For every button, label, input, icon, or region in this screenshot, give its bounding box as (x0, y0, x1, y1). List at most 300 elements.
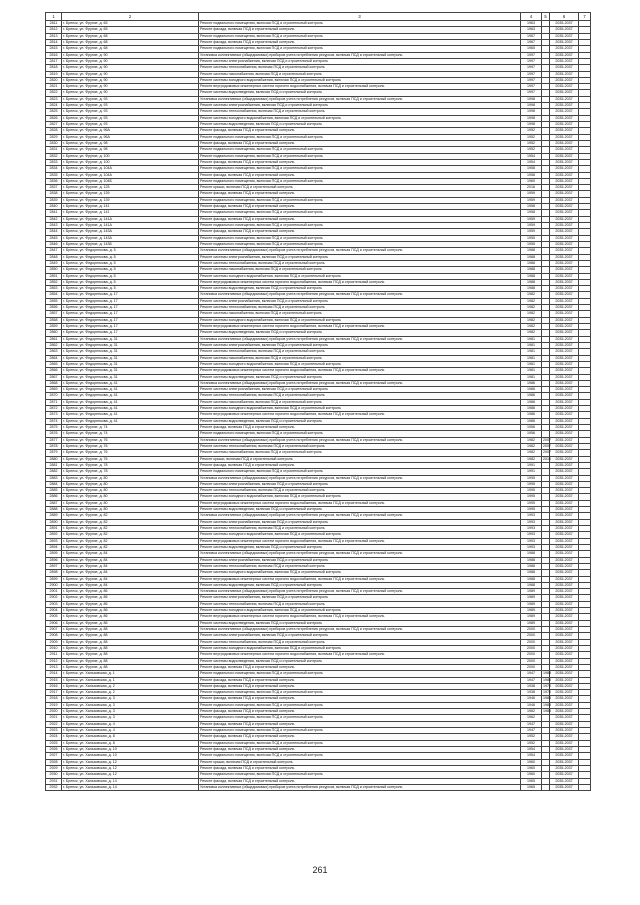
row-number-cell: 2909 (46, 639, 62, 645)
planned-period-cell: 2035-2037 (550, 513, 579, 519)
row-number-cell: 2818 (46, 65, 62, 71)
build-year-cell: 1997 (521, 90, 542, 96)
work-type-cell: Ремонт внутридомовых инженерных систем горячего водоснабжения, включая ПСД и строительный контроль (199, 538, 521, 544)
planned-period-cell: 2035-2037 (550, 772, 579, 778)
address-cell: г. Бренск, ул. Фрунзе, д. 90 (62, 77, 199, 83)
row-number-cell: 2860 (46, 330, 62, 336)
work-type-cell: Ремонт подвального помещения, включая ПСД и строительный контроль (199, 153, 521, 159)
row-number-cell: 2852 (46, 279, 62, 285)
row-number-cell: 2921 (46, 715, 62, 721)
address-cell: г. Бренск, ул. Хальзовская, д. 4 (62, 728, 199, 734)
row-number-cell: 2899 (46, 576, 62, 582)
row-number-cell: 2877 (46, 437, 62, 443)
row-number-cell: 2825 (46, 109, 62, 115)
planned-period-cell: 2035-2037 (550, 690, 579, 696)
build-year-cell: 1982 (521, 292, 542, 298)
build-year-cell: 1989 (521, 601, 542, 607)
build-year-cell: 1982 (521, 437, 542, 443)
address-cell: г. Бренск, ул. Фрунзе, д. 98 (62, 140, 199, 146)
build-year-cell: 1995 (521, 475, 542, 481)
address-cell: г. Бренск, ул. Хальзовская, д. 2 (62, 683, 199, 689)
address-cell: г. Бренск, ул. Фрунзе, д. 90 (62, 65, 199, 71)
build-year-cell: 1963 (521, 21, 542, 27)
col-header-6: 6 (550, 13, 579, 21)
work-type-cell: Ремонт системы электроснабжения, включая ПСД и строительный контроль (199, 58, 521, 64)
build-year-cell: 1955 (521, 235, 542, 241)
work-type-cell: Ремонт системы теплоснабжения, включая ПСД и строительный контроль (199, 488, 521, 494)
build-year-cell: 1993 (521, 532, 542, 538)
build-year-cell: 1986 (521, 393, 542, 399)
build-year-cell: 1981 (521, 361, 542, 367)
row-number-cell: 2887 (46, 500, 62, 506)
build-year-cell: 1993 (521, 519, 542, 525)
build-year-cell: 1958 (521, 204, 542, 210)
work-type-cell: Ремонт системы электроснабжения, включая ПСД и строительный контроль (199, 298, 521, 304)
planned-period-cell: 2035-2037 (550, 645, 579, 651)
work-type-cell: Установка коллективных (общедомовых) приборов учета потребления ресурсов, включая ПСД и строительный контроль (199, 248, 521, 254)
build-year-cell: 1988 (521, 557, 542, 563)
repair-year-cell: 1970 (543, 683, 551, 688)
work-type-cell: Ремонт фасада, включая ПСД и строительный контроль (199, 696, 521, 702)
work-type-cell: Установка коллективных (общедомовых) приборов учета потребления ресурсов, включая ПСД и строительный контроль (199, 292, 521, 298)
work-type-cell: Ремонт фасада, включая ПСД и строительный контроль (199, 216, 521, 222)
row-number-cell: 2890 (46, 519, 62, 525)
work-type-cell: Ремонт системы водоотведения, включая ПСД и строительный контроль (199, 620, 521, 626)
planned-period-cell: 2035-2037 (550, 324, 579, 330)
note-cell (579, 784, 591, 790)
planned-period-cell: 2035-2037 (550, 191, 579, 197)
planned-period-cell: 2035-2037 (550, 342, 579, 348)
address-cell: г. Бренск, ул. Хальзовская, д. 10 (62, 746, 199, 752)
planned-period-cell: 2035-2037 (550, 267, 579, 273)
build-year-cell: 1959 (521, 197, 542, 203)
work-type-cell: Ремонт фасада, включая ПСД и строительный контроль (199, 204, 521, 210)
row-number-cell: 2883 (46, 475, 62, 481)
build-year-cell: 1938 (521, 690, 542, 696)
row-number-cell: 2863 (46, 349, 62, 355)
build-year-cell: 1947 (521, 721, 542, 727)
build-year-cell: 1988 (521, 576, 542, 582)
build-year-cell: 1967 (521, 33, 542, 39)
work-type-cell: Ремонт подвального помещения, включая ПСД и строительный контроль (199, 690, 521, 696)
work-type-cell: Установка коллективных (общедомовых) приборов учета потребления ресурсов, включая ПСД и строительный контроль (199, 52, 521, 58)
address-cell: г. Бренск, ул. Фрунзе, д. 74 (62, 431, 199, 437)
planned-period-cell: 2035-2037 (550, 292, 579, 298)
address-cell: г. Бренск, ул. Фрунзе, д. 88 (62, 627, 199, 633)
build-year-cell: 1998 (521, 115, 542, 121)
address-cell: г. Бренск, ул. Фрунзе, д. 104А (62, 166, 199, 172)
work-type-cell: Ремонт системы электроснабжения, включая ПСД и строительный контроль (199, 254, 521, 260)
address-cell: г. Бренск, ул. Федоренкова, д. 41 (62, 393, 199, 399)
work-type-cell: Ремонт системы водоотведения, включая ПСД и строительный контроль (199, 330, 521, 336)
repair-year-cell: 2007 (543, 450, 551, 455)
address-cell: г. Бренск, ул. Фрунзе, д. 82 (62, 544, 199, 550)
row-number-cell: 2850 (46, 267, 62, 273)
planned-period-cell: 2035-2037 (550, 279, 579, 285)
planned-period-cell: 2035-2037 (550, 437, 579, 443)
build-year-cell: 1998 (521, 103, 542, 109)
col-header-1: 1 (46, 13, 62, 21)
address-cell: г. Бренск, ул. Фрунзе, д. 84 (62, 570, 199, 576)
address-cell: г. Бренск, ул. Фрунзе, д. 90 (62, 84, 199, 90)
work-type-cell: Ремонт системы газоснабжения, включая ПСД и строительный контроль (199, 450, 521, 456)
planned-period-cell: 2035-2037 (550, 450, 579, 456)
address-cell: г. Бренск, ул. Фрунзе, д. 93 (62, 122, 199, 128)
row-number-cell: 2896 (46, 557, 62, 563)
row-number-cell: 2895 (46, 551, 62, 557)
build-year-cell: 1988 (521, 260, 542, 266)
planned-period-cell: 2035-2037 (550, 728, 579, 734)
work-type-cell: Ремонт внутридомовых инженерных систем горячего водоснабжения, включая ПСД и строительный контроль (199, 500, 521, 506)
row-number-cell: 2870 (46, 393, 62, 399)
planned-period-cell: 2035-2037 (550, 595, 579, 601)
row-number-cell: 2824 (46, 103, 62, 109)
build-year-cell: 1986 (521, 406, 542, 412)
row-number-cell: 2900 (46, 582, 62, 588)
build-year-cell: 1982 (521, 450, 542, 456)
row-number-cell: 2888 (46, 507, 62, 513)
planned-period-cell: 2035-2037 (550, 677, 579, 683)
planned-period-cell: 2035-2037 (550, 551, 579, 557)
repair-year-cell: 1988 (543, 671, 551, 676)
work-type-cell: Ремонт внутридомовых инженерных систем горячего водоснабжения, включая ПСД и строительный контроль (199, 614, 521, 620)
work-type-cell: Ремонт подвального помещения, включая ПСД и строительный контроль (199, 21, 521, 27)
address-cell: г. Бренск, ул. Федоренкова, д. 17 (62, 298, 199, 304)
planned-period-cell: 2035-2037 (550, 248, 579, 254)
row-number-cell: 2872 (46, 406, 62, 412)
row-number-cell: 2822 (46, 90, 62, 96)
row-number-cell: 2851 (46, 273, 62, 279)
address-cell: г. Бренск, ул. Фрунзе, д. 90 (62, 58, 199, 64)
row-number-cell: 2836 (46, 178, 62, 184)
build-year-cell: 1982 (521, 311, 542, 317)
work-type-cell: Ремонт подвального помещения, включая ПСД и строительный контроль (199, 728, 521, 734)
work-type-cell: Ремонт системы водоотведения, включая ПСД и строительный контроль (199, 90, 521, 96)
work-type-cell: Ремонт системы холодного водоснабжения, включая ПСД и строительный контроль (199, 608, 521, 614)
address-cell: г. Бренск, ул. Фрунзе, д. 76 (62, 437, 199, 443)
build-year-cell: 1956 (521, 425, 542, 431)
row-number-cell: 2912 (46, 658, 62, 664)
row-number-cell: 2908 (46, 633, 62, 639)
build-year-cell: 1962 (521, 715, 542, 721)
work-type-cell: Ремонт крыши, включая ПСД и строительный контроль (199, 759, 521, 765)
address-cell: г. Бренск, ул. Фрунзе, д. 86 (62, 595, 199, 601)
planned-period-cell: 2035-2037 (550, 406, 579, 412)
row-number-cell: 2868 (46, 380, 62, 386)
work-type-cell: Ремонт фасада, включая ПСД и строительный контроль (199, 462, 521, 468)
planned-period-cell: 2035-2037 (550, 475, 579, 481)
work-type-cell: Ремонт системы холодного водоснабжения, включая ПСД и строительный контроль (199, 532, 521, 538)
planned-period-cell: 2035-2037 (550, 71, 579, 77)
work-type-cell: Ремонт внутридомовых инженерных систем горячего водоснабжения, включая ПСД и строительный контроль (199, 652, 521, 658)
work-type-cell: Ремонт фасада, включая ПСД и строительный контроль (199, 140, 521, 146)
address-cell: г. Бренск, ул. Федоренкова, д. 5 (62, 286, 199, 292)
planned-period-cell: 2035-2037 (550, 507, 579, 513)
address-cell: г. Бренск, ул. Фрунзе, д. 84 (62, 582, 199, 588)
build-year-cell: 1946 (521, 702, 542, 708)
row-number-cell: 2848 (46, 254, 62, 260)
row-number-cell: 2835 (46, 172, 62, 178)
build-year-cell: 1981 (521, 374, 542, 380)
planned-period-cell: 2035-2037 (550, 519, 579, 525)
planned-period-cell: 2035-2037 (550, 683, 579, 689)
row-number-cell: 2920 (46, 709, 62, 715)
table-body (46, 21, 591, 791)
build-year-cell: 1960 (521, 772, 542, 778)
row-number-cell: 2830 (46, 140, 62, 146)
planned-period-cell: 2035-2037 (550, 500, 579, 506)
row-number-cell: 2910 (46, 645, 62, 651)
row-number-cell: 2862 (46, 342, 62, 348)
build-year-cell: 1986 (521, 418, 542, 424)
address-cell: г. Бренск, ул. Фрунзе, д. 86 (62, 608, 199, 614)
address-cell: г. Бренск, ул. Фрунзе, д. 98 (62, 147, 199, 153)
work-type-cell: Ремонт фасада, включая ПСД и строительный контроль (199, 746, 521, 752)
address-cell: г. Бренск, ул. Фрунзе, д. 82 (62, 538, 199, 544)
row-number-cell: 2885 (46, 488, 62, 494)
work-type-cell: Ремонт фасада, включая ПСД и строительный контроль (199, 734, 521, 740)
planned-period-cell: 2035-2037 (550, 159, 579, 165)
address-cell: г. Бренск, ул. Фрунзе, д. 68 (62, 46, 199, 52)
address-cell: г. Бренск, ул. Фрунзе, д. 80 (62, 494, 199, 500)
planned-period-cell: 2035-2037 (550, 759, 579, 765)
planned-period-cell: 2035-2037 (550, 311, 579, 317)
planned-period-cell: 2035-2037 (550, 664, 579, 670)
build-year-cell: 1981 (521, 349, 542, 355)
address-cell: г. Бренск, ул. Фрунзе, д. 86 (62, 620, 199, 626)
planned-period-cell: 2035-2037 (550, 109, 579, 115)
address-cell: г. Бренск, ул. Фрунзе, д. 68 (62, 33, 199, 39)
planned-period-cell: 2035-2037 (550, 52, 579, 58)
build-year-cell: 1989 (521, 595, 542, 601)
row-number-cell: 2917 (46, 690, 62, 696)
build-year-cell: 1962 (521, 709, 542, 715)
build-year-cell: 2000 (521, 652, 542, 658)
work-type-cell: Ремонт системы газоснабжения, включая ПСД и строительный контроль (199, 399, 521, 405)
build-year-cell: 1959 (521, 223, 542, 229)
address-cell: г. Бренск, ул. Фрунзе, д. 141А (62, 216, 199, 222)
address-cell: г. Бренск, ул. Федоренкова, д. 41 (62, 380, 199, 386)
build-year-cell: 1989 (521, 608, 542, 614)
build-year-cell: 1981 (521, 368, 542, 374)
address-cell: г. Бренск, ул. Фрунзе, д. 80 (62, 488, 199, 494)
work-type-cell: Ремонт фасада, включая ПСД и строительный контроль (199, 664, 521, 670)
row-number-cell: 2906 (46, 620, 62, 626)
address-cell: г. Бренск, ул. Федоренкова, д. 31 (62, 355, 199, 361)
planned-period-cell: 2035-2037 (550, 330, 579, 336)
build-year-cell: 1988 (521, 248, 542, 254)
work-type-cell: Ремонт системы водоотведения, включая ПСД и строительный контроль (199, 122, 521, 128)
build-year-cell: 1997 (521, 71, 542, 77)
address-cell: г. Бренск, ул. Фрунзе, д. 76 (62, 443, 199, 449)
address-cell: г. Бренск, ул. Фрунзе, д. 82 (62, 532, 199, 538)
row-number-cell: 2882 (46, 469, 62, 475)
address-cell: г. Бренск, ул. Фрунзе, д. 80 (62, 481, 199, 487)
row-number-cell: 2925 (46, 740, 62, 746)
address-cell: г. Бренск, ул. Фрунзе, д. 80 (62, 475, 199, 481)
planned-period-cell: 2035-2037 (550, 349, 579, 355)
planned-period-cell: 2035-2037 (550, 128, 579, 134)
build-year-cell: 1952 (521, 140, 542, 146)
planned-period-cell: 2035-2037 (550, 721, 579, 727)
row-number-cell: 2819 (46, 71, 62, 77)
address-cell: г. Бренск, ул. Фрунзе, д. 143А (62, 229, 199, 235)
build-year-cell: 1963 (521, 27, 542, 33)
planned-period-cell: 2035-2037 (550, 254, 579, 260)
build-year-cell: 1938 (521, 683, 542, 689)
planned-period-cell: 2035-2037 (550, 563, 579, 569)
address-cell: г. Бренск, ул. Фрунзе, д. 93 (62, 96, 199, 102)
row-number-cell: 2874 (46, 418, 62, 424)
work-type-cell: Ремонт крыши, включая ПСД и строительный контроль (199, 456, 521, 462)
address-cell: г. Бренск, ул. Фрунзе, д. 141 (62, 204, 199, 210)
address-cell: г. Бренск, ул. Хальзовская, д. 2 (62, 690, 199, 696)
planned-period-cell: 2035-2037 (550, 134, 579, 140)
planned-period-cell: 2035-2037 (550, 652, 579, 658)
planned-period-cell: 2035-2037 (550, 241, 579, 247)
row-number-cell: 2931 (46, 778, 62, 784)
address-cell: г. Бренск, ул. Фрунзе, д. 86 (62, 614, 199, 620)
planned-period-cell: 2035-2037 (550, 286, 579, 292)
planned-period-cell: 2035-2037 (550, 702, 579, 708)
work-type-cell: Ремонт фасада, включая ПСД и строительный контроль (199, 425, 521, 431)
work-type-cell: Ремонт системы холодного водоснабжения, включая ПСД и строительный контроль (199, 361, 521, 367)
col-header-5: 5 (542, 13, 550, 21)
address-cell: г. Бренск, ул. Фрунзе, д. 88 (62, 633, 199, 639)
address-cell: г. Бренск, ул. Фрунзе, д. 90 (62, 52, 199, 58)
row-number-cell: 2905 (46, 614, 62, 620)
work-type-cell: Ремонт подвального помещения, включая ПСД и строительный контроль (199, 134, 521, 140)
build-year-cell: 2000 (521, 633, 542, 639)
address-cell: г. Бренск, ул. Федоренкова, д. 5 (62, 273, 199, 279)
build-year-cell: 1997 (521, 84, 542, 90)
address-cell: г. Бренск, ул. Федоренкова, д. 31 (62, 374, 199, 380)
planned-period-cell: 2035-2037 (550, 753, 579, 759)
planned-period-cell: 2035-2037 (550, 425, 579, 431)
row-number-cell: 2839 (46, 197, 62, 203)
row-number-cell: 2930 (46, 772, 62, 778)
address-cell: г. Бренск, ул. Фрунзе, д. 100 (62, 153, 199, 159)
build-year-cell: 1998 (521, 122, 542, 128)
planned-period-cell: 2035-2037 (550, 46, 579, 52)
planned-period-cell: 2035-2037 (550, 639, 579, 645)
address-cell: г. Бренск, ул. Фрунзе, д. 100 (62, 159, 199, 165)
planned-period-cell: 2035-2037 (550, 715, 579, 721)
work-type-cell: Ремонт фасада, включая ПСД и строительный контроль (199, 229, 521, 235)
planned-period-cell: 2035-2037 (550, 223, 579, 229)
work-type-cell: Установка коллективных (общедомовых) приборов учета потребления ресурсов, включая ПСД и строительный контроль (199, 437, 521, 443)
work-type-cell: Ремонт системы электроснабжения, включая ПСД и строительный контроль (199, 595, 521, 601)
work-type-cell: Ремонт системы газоснабжения, включая ПСД и строительный контроль (199, 71, 521, 77)
address-cell: г. Бренск, ул. Федоренкова, д. 5 (62, 260, 199, 266)
build-year-cell: 1993 (521, 526, 542, 532)
planned-period-cell: 2035-2037 (550, 147, 579, 153)
planned-period-cell: 2035-2037 (550, 39, 579, 45)
row-number-cell: 2922 (46, 721, 62, 727)
row-number-cell: 2840 (46, 204, 62, 210)
address-cell: г. Бренск, ул. Федоренкова, д. 31 (62, 336, 199, 342)
address-cell: г. Бренск, ул. Федоренкова, д. 5 (62, 248, 199, 254)
planned-period-cell: 2035-2037 (550, 317, 579, 323)
repair-year-cell: 1983 (543, 696, 551, 701)
planned-period-cell: 2035-2037 (550, 21, 579, 27)
build-year-cell: 1988 (521, 563, 542, 569)
address-cell: г. Бренск, ул. Фрунзе, д. 139 (62, 191, 199, 197)
col-header-3: 3 (199, 13, 521, 21)
work-type-cell: Ремонт системы водоотведения, включая ПСД и строительный контроль (199, 374, 521, 380)
build-year-cell: 1967 (521, 39, 542, 45)
planned-period-cell: 2035-2037 (550, 84, 579, 90)
row-number-cell: 2859 (46, 324, 62, 330)
planned-period-cell: 2035-2037 (550, 601, 579, 607)
address-cell: г. Бренск, ул. Хальзовская, д. 4 (62, 721, 199, 727)
address-cell: г. Бренск, ул. Фрунзе, д. 80 (62, 507, 199, 513)
address-cell: г. Бренск, ул. Фрунзе, д. 82 (62, 513, 199, 519)
build-year-cell: 1989 (521, 620, 542, 626)
address-cell: г. Бренск, ул. Федоренкова, д. 41 (62, 387, 199, 393)
planned-period-cell: 2035-2037 (550, 709, 579, 715)
work-type-cell: Ремонт системы электроснабжения, включая ПСД и строительный контроль (199, 342, 521, 348)
address-cell: г. Бренск, ул. Фрунзе, д. 96А (62, 128, 199, 134)
work-type-cell: Ремонт системы теплоснабжения, включая ПСД и строительный контроль (199, 443, 521, 449)
build-year-cell: 1981 (521, 342, 542, 348)
row-number-cell: 2813 (46, 33, 62, 39)
page-number: 261 (312, 865, 328, 875)
address-cell: г. Бренск, ул. Федоренкова, д. 31 (62, 361, 199, 367)
work-type-cell: Установка коллективных (общедомовых) приборов учета потребления ресурсов, включая ПСД и строительный контроль (199, 551, 521, 557)
row-number-cell: 2886 (46, 494, 62, 500)
build-year-cell: 1981 (521, 336, 542, 342)
work-type-cell: Установка коллективных (общедомовых) приборов учета потребления ресурсов, включая ПСД и строительный контроль (199, 589, 521, 595)
planned-period-cell: 2035-2037 (550, 778, 579, 784)
repair-year-cell: 2010 (543, 456, 551, 461)
address-cell: г. Бренск, ул. Фрунзе, д. 125 (62, 185, 199, 191)
address-cell: г. Бренск, ул. Хальзовская, д. 12 (62, 759, 199, 765)
row-number-cell: 2902 (46, 595, 62, 601)
address-cell: г. Бренск, ул. Фрунзе, д. 76 (62, 450, 199, 456)
row-number-cell: 2837 (46, 185, 62, 191)
address-cell: г. Бренск, ул. Фрунзе, д. 93 (62, 109, 199, 115)
planned-period-cell: 2035-2037 (550, 734, 579, 740)
work-type-cell: Ремонт внутридомовых инженерных систем горячего водоснабжения, включая ПСД и строительный контроль (199, 84, 521, 90)
build-year-cell: 1986 (521, 399, 542, 405)
work-type-cell: Ремонт фасада, включая ПСД и строительный контроль (199, 27, 521, 33)
address-cell: г. Бренск, ул. Фрунзе, д. 82 (62, 519, 199, 525)
address-cell: г. Бренск, ул. Хальзовская, д. 1 (62, 671, 199, 677)
work-type-cell: Ремонт системы электроснабжения, включая ПСД и строительный контроль (199, 557, 521, 563)
planned-period-cell: 2035-2037 (550, 27, 579, 33)
row-number-cell: 2904 (46, 608, 62, 614)
address-cell: г. Бренск, ул. Хальзовская, д. 12 (62, 772, 199, 778)
address-cell: г. Бренск, ул. Федоренкова, д. 31 (62, 349, 199, 355)
build-year-cell: 2000 (521, 627, 542, 633)
address-cell: г. Бренск, ул. Федоренкова, д. 41 (62, 412, 199, 418)
planned-period-cell: 2035-2037 (550, 589, 579, 595)
row-number-cell: 2821 (46, 84, 62, 90)
address-cell: г. Бренск, ул. Федоренкова, д. 5 (62, 279, 199, 285)
planned-period-cell: 2035-2037 (550, 153, 579, 159)
build-year-cell: 1982 (521, 317, 542, 323)
build-year-cell: 1993 (521, 544, 542, 550)
planned-period-cell: 2035-2037 (550, 65, 579, 71)
build-year-cell: 1952 (521, 734, 542, 740)
planned-period-cell: 2035-2037 (550, 216, 579, 222)
row-number-cell: 2849 (46, 260, 62, 266)
build-year-cell: 1982 (521, 298, 542, 304)
row-number-cell: 2869 (46, 387, 62, 393)
row-number-cell: 2884 (46, 481, 62, 487)
address-cell: г. Бренск, ул. Федоренкова, д. 17 (62, 330, 199, 336)
